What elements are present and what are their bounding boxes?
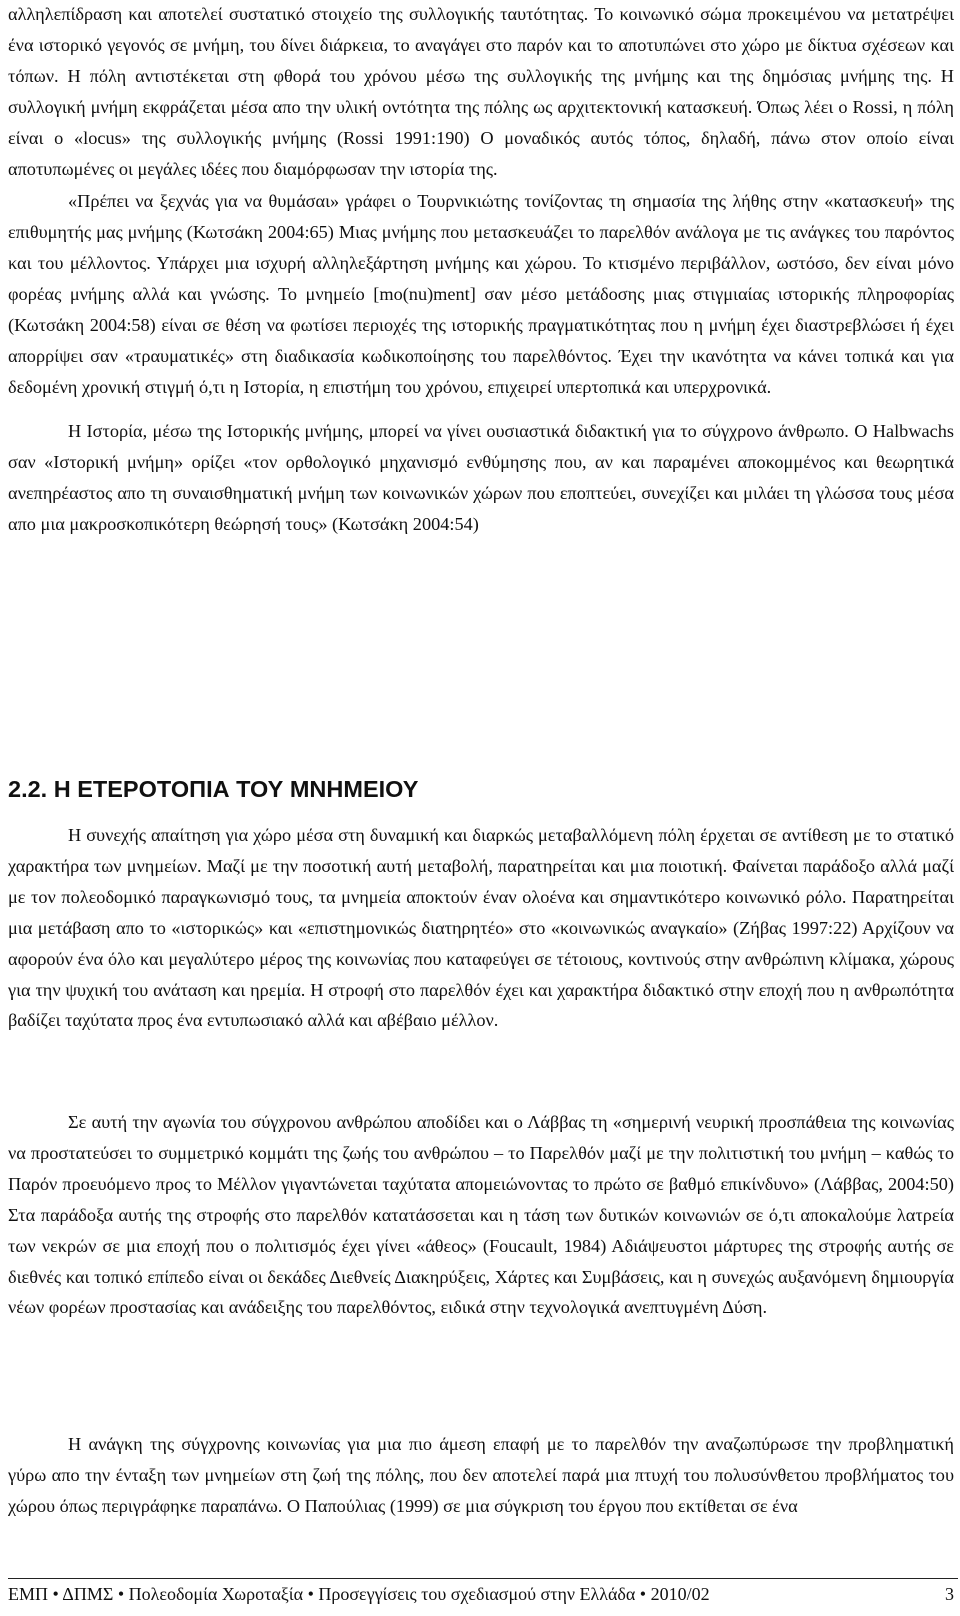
footer-text: ΕΜΠ • ΔΠΜΣ • Πολεοδομία Χωροταξία • Προσεγγίσεις του σχεδιασμού στην Ελλάδα • 2010/02 [8,1584,710,1604]
paragraph-4: Η συνεχής απαίτηση για χώρο μέσα στη δυναμική και διαρκώς μεταβαλλόμενη πόλη έρχεται σε αντίθεση με το στατικό χαρακτήρα των μνημείων. Μαζί με την ποσοτική αυτή μεταβολή, παρατηρείται και μια ποιοτική. Φαίνεται παράδοξο αλλά μαζί με τον πολεοδομικό παραγκωνισμό τους, τα μνημεία αποκτούν έναν ολοένα και σημαντικότερο κοινωνικό ρόλο. Παρατηρείται μια μετάβαση απο το «ιστορικώς» και «επιστημονικώς διατηρητέο» στο «κοινωνικώς αναγκαίο» (Ζήβας 1997:22) Αρχίζουν να αφορούν ένα όλο και μεγαλύτερο μέρος της κοινωνίας που καταφεύγει σε τέτοιους, κοντινούς στην ανθρώπινη κλίμακα, χώρους για την ψυχική του ανάταση και ηρεμία. Η στροφή στο παρελθόν έχει και χαρακτήρα διδακτικό στην εποχή που η ανθρωπότητα βαδίζει ταχύτατα προς ένα εντυπωσιακό αλλά και αβέβαιο μέλλον. [8,825,954,1031]
paragraph-1 [8,0,954,184]
paragraph-2: «Πρέπει να ξεχνάς για να θυμάσαι» γράφει ο Τουρνικιώτης τονίζοντας τη σημασία της λήθης στην «κατασκευή» της επιθυμητής μας μνήμης (Κωτσάκη 2004:65) Μιας μνήμης που μετασκευάζει το παρελθόν ανάλογα με τις ανάγκες του παρόντος και του μέλλοντος. Υπάρχει μια ισχυρή αλληλεξάρτηση μνήμης και χώρου. Το κτισμένο περιβάλλον, ωστόσο, δεν είναι μόνο φορέας μνήμης αλλά και γνώσης. Το μνημείο [mo(nu)ment] σαν μέσο μετάδοσης μιας στιγμιαίας ιστορικής πληροφορίας (Κωτσάκη 2004:58) είναι σε θέση να φωτίσει περιοχές της ιστορικής πραγματικότητας που η μνήμη έχει διαστρεβλώσει ή έχει απορρίψει σαν «τραυματικές» στη διαδικασία κωδικοποίησης του παρελθόντος. Έχει την ικανότητα να κάνει τοπικά και για δεδομένη χρονική στιγμή ό,τι η Ιστορία, η επιστήμη του χρόνου, επιχειρεί υπερτοπικά και υπερχρονικά. [8,191,954,397]
document-page [8,0,954,1516]
paragraph-1-part-b: Όπως λέει ο Rossi, η πόλη είναι ο «locus» της συλλογικής μνήμης (Rossi 1991:190) Ο μοναδικός αυτός τόπος, δηλαδή, πάνω στον οποίο είναι αποτυπωμένες οι μεγάλες ιδέες που διαμόρφωσαν την ιστορία της. [8,96,954,179]
paragraph-3: Η Ιστορία, μέσω της Ιστορικής μνήμης, μπορεί να γίνει ουσιαστικά διδακτική για το σύγχρονο άνθρωπο. Ο Halbwachs σαν «Ιστορική μνήμη» ορίζει «τον ορθολογικό μηχανισμό ενθύμησης που, αν και παραμένει αποκομμένος και θεωρητικά ανεπηρέαστος απο τη συναισθηματική μνήμη των κοινωνικών χώρων που εποπτεύει, συνεχίζει και μιλάει τη γλώσσα τους μέσα απο μια μακροσκοπικότερη θεώρησή τους» (Κωτσάκη 2004:54) [8,420,954,534]
footer-divider [8,1578,958,1579]
page-footer [8,1584,954,1605]
paragraph-1-part-a: αλληλεπίδραση και αποτελεί συστατικό στοιχείο της συλλογικής ταυτότητας. Το κοινωνικό σώμα προκειμένου να μετατρέψει ένα ιστορικό γεγονός σε μνήμη, του δίνει διάρκεια, το αναγάγει στο παρόν και το αποτυπώνει στο χώρο με δίκτυα σχέσεων και τόπων. Η πόλη αντιστέκεται στη φθορά του χρόνου μέσω της συλλογικής της μνήμης και της δημόσιας μνήμης της. Η συλλογική μνήμη εκφράζεται μέσα απο την υλική οντότητα της πόλης ως αρχιτεκτονική κατασκευή. [8,4,954,117]
paragraph-5: Σε αυτή την αγωνία του σύγχρονου ανθρώπου αποδίδει και ο Λάββας τη «σημερινή νευρική προσπάθεια της κοινωνίας να προστατεύσει το συμμετρικό κομμάτι της ζωής του ανθρώπου – το Παρελθόν μαζί με την πολιτιστική του μνήμη – καθώς το Παρόν προευόμενο προς το Μέλλον γιγαντώνεται ταχύτατα απομειώνοντας το πρώτο σε βαθμό επικίνδυνο» (Λάββας, 2004:50) Στα παράδοξα αυτής της στροφής στο παρελθόν κατατάσσεται και η τάση των δυτικών κοινωνιών σε ό,τι αποκαλούμε λατρεία των νεκρών σε μια εποχή που ο πολιτισμός έχει γίνει «άθεος» (Foucault, 1984) Αδιάψευστοι μάρτυρες της στροφής αυτής σε διεθνές και τοπικό επίπεδο είναι οι δεκάδες Διεθνείς Διακηρύξεις, Χάρτες και Συμβάσεις, και η συνεχώς αυξανόμενη δημιουργία νέων φορέων προστασίας και ανάδειξης του παρελθόντος, ειδικά στην τεχνολογικά ανεπτυγμένη Δύση. [8,1112,954,1318]
page-number: 3 [945,1584,954,1604]
section-heading: 2.2. Η ΕΤΕΡΟΤΟΠΙΑ ΤΟΥ ΜΝΗΜΕΙΟΥ [8,776,419,802]
paragraph-6: Η ανάγκη της σύγχρονης κοινωνίας για μια πιο άμεση επαφή με το παρελθόν την αναζωπύρωσε την προβληματική γύρω απο την ένταξη των μνημείων στη ζωή της πόλης, που δεν αποτελεί παρά μια πτυχή του πολυσύνθετου προβλήματος του χώρου όπως περιγράφηκε παραπάνω. Ο Παπούλιας (1999) σε μια σύγκριση του έργου που εκτίθεται σε ένα [8,1434,954,1516]
